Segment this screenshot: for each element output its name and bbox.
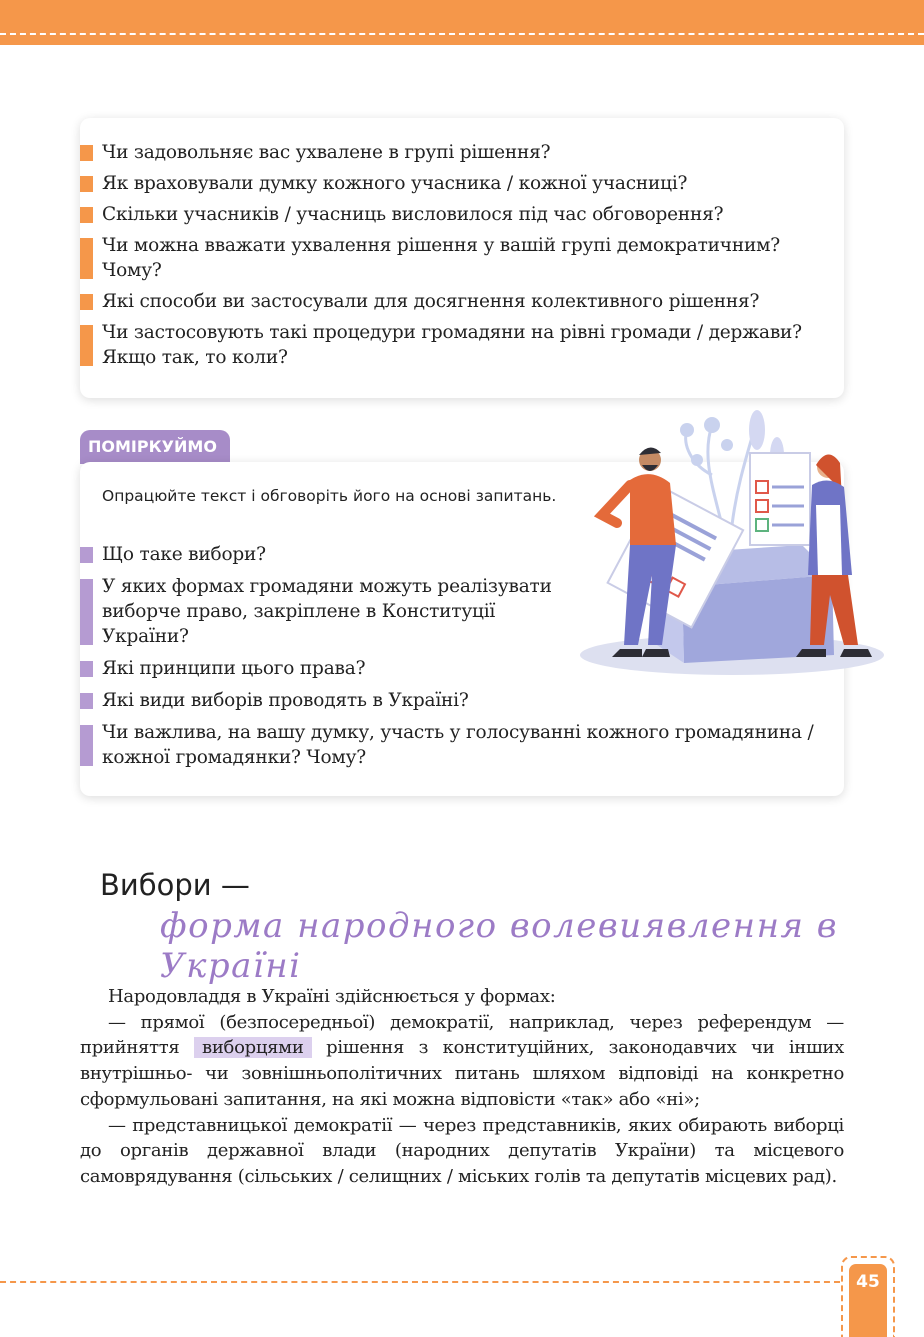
list-item: Чи застосовують такі процедури громадяни на рівні громади / держави? Якщо так, то коли? [80, 320, 825, 370]
paragraph: — прямої (безпосередньої) демократії, наприклад, через референдум — прийняття виборцями рішення з конституційних, законодавчих чи інших внутрішньо- чи зовнішньополітичних питань шляхом відповіді на конкретно сформульовані запитання, на які можна відповісти «так» або «ні»; [80, 1011, 844, 1110]
page-number: 45 [849, 1264, 887, 1337]
bullet-marker [80, 207, 93, 223]
list-item: Які види виборів проводять в Україні? [80, 688, 825, 713]
think-tag: ПОМІРКУЙМО [80, 430, 230, 464]
list-item: У яких формах громадяни можуть реалізувати виборче право, закріплене в Конституції України? [80, 574, 562, 649]
section-subheading: форма народного волевиявлення в Україні [160, 906, 839, 986]
list-item: Чи важлива, на вашу думку, участь у голосуванні кожного громадянина / кожної громадянки? Чому? [80, 720, 825, 770]
bullet-marker [80, 547, 93, 563]
list-item: Які способи ви застосували для досягнення колективного рішення? [80, 289, 825, 314]
bullet-marker [80, 238, 93, 279]
bullet-marker [80, 176, 93, 192]
list-item: Які принципи цього права? [80, 656, 562, 681]
paragraph: — представницької демократії — через представників, яких обирають виборці до органів державної влади (народних депутатів України) та місцевого самоврядування (сільських / селищних / міських голів та депутатів місцевих рад). [80, 1114, 844, 1187]
bullet-marker [80, 725, 93, 766]
header-band [0, 0, 924, 45]
paragraph: Народовладдя в Україні здійснюється у формах: [108, 986, 556, 1007]
list-item: Чи можна вважати ухвалення рішення у вашій групі демократичним? Чому? [80, 233, 825, 283]
think-intro: Опрацюйте текст і обговоріть його на основі запитань. [102, 487, 557, 505]
section-heading: Вибори — [100, 868, 250, 902]
header-dashed-line [0, 33, 924, 35]
body-text [80, 984, 844, 1190]
list-item: Чи задовольняє вас ухвалене в групі рішення? [80, 140, 825, 165]
highlighted-term: виборцями [194, 1037, 312, 1058]
bullet-marker [80, 145, 93, 161]
questions-list [80, 140, 825, 376]
list-item: Що таке вибори? [80, 542, 562, 567]
bullet-marker [80, 693, 93, 709]
footer-dashed-line [0, 1281, 840, 1283]
list-item: Скільки учасників / учасниць висловилося під час обговорення? [80, 202, 825, 227]
bullet-marker [80, 661, 93, 677]
bullet-marker [80, 579, 93, 645]
bullet-marker [80, 325, 93, 366]
questions-card [80, 118, 844, 398]
list-item: Як враховували думку кожного учасника / кожної учасниці? [80, 171, 825, 196]
voting-illustration [572, 405, 884, 685]
bullet-marker [80, 294, 93, 310]
